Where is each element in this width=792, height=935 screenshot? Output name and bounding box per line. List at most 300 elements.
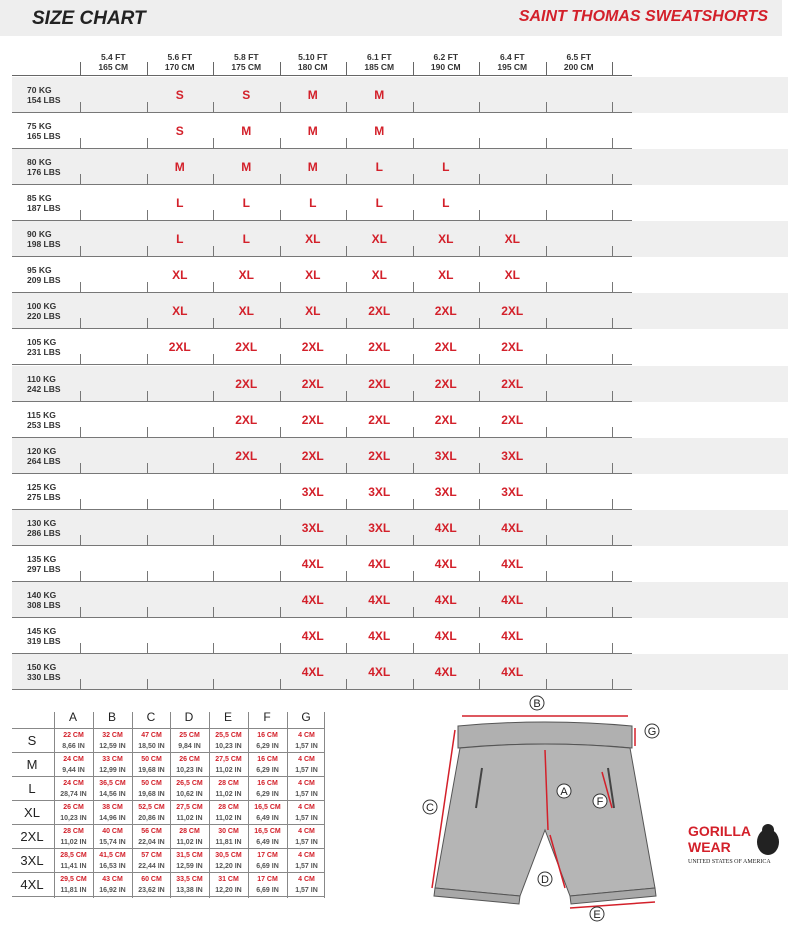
measure-cell	[170, 850, 209, 872]
row-tick	[280, 102, 281, 113]
size-row	[12, 402, 788, 438]
row-tick	[413, 499, 414, 510]
size-cell: 4XL	[301, 665, 324, 679]
size-cell: XL	[504, 232, 520, 246]
measure-hline	[12, 896, 324, 897]
measure-cm: 16,5 CM	[254, 804, 281, 811]
size-cell: 3XL	[301, 521, 324, 535]
weight-lbs: 275 LBS	[27, 492, 61, 502]
size-cell: XL	[238, 304, 254, 318]
size-cell: XL	[438, 268, 454, 282]
row-tick	[479, 391, 480, 402]
measure-cm: 22 CM	[63, 732, 84, 739]
weight-label	[27, 301, 61, 321]
measure-in: 1,57 IN	[295, 767, 318, 774]
measure-cell	[287, 802, 326, 824]
height-cm: 185 CM	[364, 62, 395, 72]
row-tick	[213, 463, 214, 474]
measure-size-label: 4XL	[20, 877, 44, 892]
measure-cm: 30,5 CM	[215, 852, 242, 859]
row-tick	[346, 246, 347, 257]
row-tick	[346, 643, 347, 654]
measure-cm: 30 CM	[218, 828, 239, 835]
row-tick	[213, 102, 214, 113]
row-tick	[280, 463, 281, 474]
row-tick	[346, 102, 347, 113]
measure-cell	[287, 826, 326, 848]
row-tick	[80, 463, 81, 474]
measure-in: 6,29 IN	[256, 791, 279, 798]
row-tick	[80, 499, 81, 510]
size-cell: XL	[438, 232, 454, 246]
measure-cell	[209, 874, 248, 896]
row-tick	[147, 427, 148, 438]
size-row	[12, 510, 788, 546]
row-tick	[147, 246, 148, 257]
weight-lbs: 154 LBS	[27, 95, 61, 105]
measure-in: 6,49 IN	[256, 815, 279, 822]
measure-cm: 27,5 CM	[215, 756, 242, 763]
weight-kg: 75 KG	[27, 121, 52, 131]
size-cell: 2XL	[434, 340, 457, 354]
measure-in: 22,44 IN	[138, 863, 165, 870]
size-cell: 4XL	[368, 665, 391, 679]
weight-label	[27, 662, 61, 682]
row-tick	[546, 499, 547, 510]
row-tick	[346, 138, 347, 149]
row-tick	[213, 138, 214, 149]
row-tick	[346, 174, 347, 185]
measure-cm: 28 CM	[63, 828, 84, 835]
row-tick	[413, 643, 414, 654]
row-tick	[413, 318, 414, 329]
weight-lbs: 187 LBS	[27, 203, 61, 213]
measure-cm: 17 CM	[257, 852, 278, 859]
measure-cm: 4 CM	[298, 852, 315, 859]
measure-cm: 28 CM	[218, 780, 239, 787]
header-tick	[546, 62, 547, 76]
measure-hline	[12, 848, 324, 849]
measure-size-label: XL	[24, 805, 40, 820]
measure-cm: 47 CM	[141, 732, 162, 739]
size-row	[12, 293, 788, 329]
size-cell: 2XL	[301, 449, 324, 463]
row-tick	[80, 354, 81, 365]
measure-cm: 38 CM	[102, 804, 123, 811]
row-tick	[346, 391, 347, 402]
measure-col-header: E	[223, 710, 232, 724]
row-tick	[612, 282, 613, 293]
height-ft: 5.6 FT	[167, 52, 193, 62]
size-row	[12, 366, 788, 402]
row-tick	[80, 607, 81, 618]
measure-cell	[54, 826, 93, 848]
row-tick	[413, 679, 414, 690]
size-cell: XL	[305, 232, 321, 246]
size-cell: M	[241, 160, 252, 174]
brand-line1: GORILLA	[688, 823, 751, 839]
weight-kg: 135 KG	[27, 554, 57, 564]
measure-cell	[54, 874, 93, 896]
measure-cm: 52,5 CM	[138, 804, 165, 811]
weight-label	[27, 121, 61, 141]
measure-in: 6,29 IN	[256, 743, 279, 750]
row-tick	[546, 354, 547, 365]
row-tick	[80, 427, 81, 438]
row-tick	[413, 246, 414, 257]
size-cell: S	[242, 88, 251, 102]
size-cell: 2XL	[368, 449, 391, 463]
size-cell: 2XL	[501, 377, 524, 391]
measure-hline	[12, 776, 324, 777]
measure-cell	[170, 754, 209, 776]
label-e: E	[593, 909, 601, 921]
size-cell: L	[375, 160, 383, 174]
row-tick	[346, 499, 347, 510]
measure-cell	[54, 802, 93, 824]
measure-cm: 17 CM	[257, 876, 278, 883]
size-row	[12, 149, 788, 185]
height-cm: 170 CM	[164, 62, 195, 72]
measure-cm: 16 CM	[257, 732, 278, 739]
weight-lbs: 176 LBS	[27, 167, 61, 177]
row-tick	[213, 318, 214, 329]
size-row	[12, 185, 788, 221]
weight-label	[27, 410, 61, 430]
size-cell: 2XL	[368, 413, 391, 427]
row-tick	[413, 607, 414, 618]
measure-cm: 16,5 CM	[254, 828, 281, 835]
row-tick	[546, 535, 547, 546]
weight-label	[27, 229, 61, 249]
size-cell: M	[374, 88, 385, 102]
size-cell: 4XL	[434, 557, 457, 571]
measure-hline	[12, 824, 324, 825]
size-row	[12, 77, 788, 113]
size-cell: 2XL	[235, 377, 258, 391]
measure-in: 1,57 IN	[295, 887, 318, 894]
weight-lbs: 242 LBS	[27, 384, 61, 394]
row-tick	[346, 282, 347, 293]
measure-cell	[248, 754, 287, 776]
row-tick	[147, 174, 148, 185]
size-cell: 4XL	[501, 665, 524, 679]
height-ft: 5.10 FT	[298, 52, 328, 62]
measure-cm: 36,5 CM	[99, 780, 126, 787]
size-cell: L	[375, 196, 383, 210]
weight-kg: 120 KG	[27, 446, 57, 456]
measure-in: 15,74 IN	[99, 839, 126, 846]
size-cell: 2XL	[434, 377, 457, 391]
weight-kg: 85 KG	[27, 193, 52, 203]
measure-hline	[12, 872, 324, 873]
row-divider	[12, 364, 632, 365]
header-tick	[479, 62, 480, 76]
row-tick	[280, 571, 281, 582]
measure-cell	[170, 730, 209, 752]
measure-cm: 24 CM	[63, 756, 84, 763]
weight-label	[27, 157, 61, 177]
size-cell: S	[175, 124, 184, 138]
row-tick	[147, 318, 148, 329]
size-cell: M	[174, 160, 185, 174]
row-tick	[612, 102, 613, 113]
measure-cm: 4 CM	[298, 732, 315, 739]
row-tick	[413, 102, 414, 113]
measure-in: 10,23 IN	[60, 815, 87, 822]
header-tick	[413, 62, 414, 76]
size-cell: XL	[371, 232, 387, 246]
row-tick	[213, 246, 214, 257]
size-cell: 2XL	[368, 340, 391, 354]
weight-kg: 125 KG	[27, 482, 57, 492]
measure-col-header: B	[107, 710, 116, 724]
measure-cell	[209, 850, 248, 872]
row-tick	[147, 354, 148, 365]
row-tick	[479, 535, 480, 546]
measure-cm: 56 CM	[141, 828, 162, 835]
row-tick	[479, 282, 480, 293]
row-tick	[546, 174, 547, 185]
measure-cm: 60 CM	[141, 876, 162, 883]
size-row	[12, 438, 788, 474]
row-tick	[280, 643, 281, 654]
measure-cm: 28 CM	[179, 828, 200, 835]
measure-hline	[12, 728, 324, 729]
measure-in: 11,02 IN	[215, 767, 242, 774]
measure-size-label: 3XL	[20, 853, 44, 868]
measure-cell	[287, 850, 326, 872]
weight-kg: 105 KG	[27, 337, 57, 347]
measure-cm: 16 CM	[257, 780, 278, 787]
measure-cell	[209, 754, 248, 776]
header-tick	[147, 62, 148, 76]
row-tick	[346, 210, 347, 221]
row-tick	[413, 282, 414, 293]
size-cell: 2XL	[168, 340, 191, 354]
weight-lbs: 253 LBS	[27, 420, 61, 430]
row-tick	[213, 354, 214, 365]
measure-in: 8,66 IN	[62, 743, 85, 750]
row-tick	[147, 102, 148, 113]
size-cell: XL	[172, 268, 188, 282]
row-tick	[479, 318, 480, 329]
row-tick	[213, 643, 214, 654]
size-cell: XL	[371, 268, 387, 282]
height-col-3	[280, 52, 347, 72]
row-tick	[413, 354, 414, 365]
measure-in: 6,29 IN	[256, 767, 279, 774]
measure-in: 13,38 IN	[176, 887, 203, 894]
row-tick	[479, 174, 480, 185]
weight-kg: 140 KG	[27, 590, 57, 600]
measure-in: 16,53 IN	[99, 863, 126, 870]
size-cell: 4XL	[434, 521, 457, 535]
measure-cm: 4 CM	[298, 876, 315, 883]
measure-cm: 29,5 CM	[60, 876, 87, 883]
row-tick	[413, 463, 414, 474]
row-tick	[546, 643, 547, 654]
measure-in: 11,41 IN	[60, 863, 87, 870]
row-tick	[280, 391, 281, 402]
measure-cm: 33,5 CM	[176, 876, 203, 883]
row-tick	[147, 535, 148, 546]
height-cm: 165 CM	[98, 62, 129, 72]
weight-label	[27, 337, 61, 357]
size-cell: 4XL	[301, 557, 324, 571]
row-tick	[612, 463, 613, 474]
row-tick	[80, 318, 81, 329]
size-row	[12, 654, 788, 690]
row-tick	[413, 391, 414, 402]
row-tick	[612, 535, 613, 546]
row-tick	[546, 391, 547, 402]
measure-cell	[209, 778, 248, 800]
size-cell: 4XL	[301, 629, 324, 643]
size-cell: 4XL	[301, 593, 324, 607]
size-cell: 2XL	[368, 377, 391, 391]
brand-line2: WEAR	[688, 839, 731, 855]
measure-cm: 4 CM	[298, 780, 315, 787]
gorilla-wear-logo	[686, 820, 786, 875]
size-cell: XL	[172, 304, 188, 318]
measure-cell	[170, 802, 209, 824]
measure-in: 22,04 IN	[138, 839, 165, 846]
weight-kg: 150 KG	[27, 662, 57, 672]
row-tick	[346, 427, 347, 438]
size-cell: 2XL	[235, 449, 258, 463]
size-cell: 4XL	[368, 593, 391, 607]
measure-cell	[132, 874, 171, 896]
row-tick	[346, 535, 347, 546]
weight-lbs: 220 LBS	[27, 311, 61, 321]
size-cell: S	[175, 88, 184, 102]
measure-col-header: A	[68, 710, 77, 724]
row-tick	[147, 679, 148, 690]
measure-cm: 26 CM	[179, 756, 200, 763]
size-cell: L	[242, 196, 250, 210]
weight-label	[27, 482, 61, 502]
height-ft: 5.8 FT	[233, 52, 259, 62]
measure-cm: 27,5 CM	[176, 804, 203, 811]
weight-lbs: 209 LBS	[27, 275, 61, 285]
row-tick	[546, 282, 547, 293]
measure-in: 11,02 IN	[215, 815, 242, 822]
row-tick	[80, 174, 81, 185]
height-ft: 6.4 FT	[499, 52, 525, 62]
measure-in: 10,23 IN	[215, 743, 242, 750]
weight-lbs: 286 LBS	[27, 528, 61, 538]
size-cell: L	[442, 160, 450, 174]
measure-in: 6,69 IN	[256, 863, 279, 870]
measure-in: 16,92 IN	[99, 887, 126, 894]
measure-cm: 41,5 CM	[99, 852, 126, 859]
height-col-1	[147, 52, 214, 72]
measure-size-label: 2XL	[20, 829, 44, 844]
row-tick	[479, 679, 480, 690]
row-tick	[346, 354, 347, 365]
measure-cm: 40 CM	[102, 828, 123, 835]
row-tick	[80, 210, 81, 221]
row-tick	[479, 354, 480, 365]
measure-cell	[170, 874, 209, 896]
row-tick	[80, 679, 81, 690]
measure-cm: 28 CM	[218, 804, 239, 811]
row-tick	[479, 571, 480, 582]
size-cell: 3XL	[368, 521, 391, 535]
row-tick	[346, 463, 347, 474]
row-tick	[213, 174, 214, 185]
measure-cell	[248, 850, 287, 872]
measure-cell	[209, 730, 248, 752]
measure-in: 12,59 IN	[99, 743, 126, 750]
size-cell: 2XL	[368, 304, 391, 318]
weight-lbs: 198 LBS	[27, 239, 61, 249]
size-cell: 4XL	[368, 629, 391, 643]
weight-kg: 70 KG	[27, 85, 52, 95]
height-cm: 200 CM	[563, 62, 594, 72]
measure-cell	[132, 802, 171, 824]
measure-cell	[248, 874, 287, 896]
row-tick	[612, 643, 613, 654]
row-tick	[479, 643, 480, 654]
size-cell: 3XL	[501, 449, 524, 463]
weight-label	[27, 554, 61, 574]
measure-cm: 4 CM	[298, 804, 315, 811]
weight-kg: 80 KG	[27, 157, 52, 167]
row-tick	[213, 535, 214, 546]
row-tick	[612, 138, 613, 149]
row-tick	[413, 174, 414, 185]
measure-in: 10,62 IN	[176, 791, 203, 798]
weight-lbs: 330 LBS	[27, 672, 61, 682]
measure-cm: 31 CM	[218, 876, 239, 883]
weight-label	[27, 374, 61, 394]
measure-cell	[170, 778, 209, 800]
row-tick	[612, 318, 613, 329]
weight-kg: 110 KG	[27, 374, 56, 384]
row-tick	[80, 282, 81, 293]
measure-cm: 4 CM	[298, 828, 315, 835]
size-cell: 4XL	[501, 593, 524, 607]
measure-hline	[12, 800, 324, 801]
measure-cell	[54, 850, 93, 872]
row-tick	[147, 571, 148, 582]
row-tick	[213, 391, 214, 402]
row-tick	[213, 427, 214, 438]
row-tick	[80, 246, 81, 257]
measure-cm: 43 CM	[102, 876, 123, 883]
size-cell: M	[307, 88, 318, 102]
size-cell: 4XL	[501, 557, 524, 571]
size-cell: 3XL	[301, 485, 324, 499]
row-tick	[413, 138, 414, 149]
row-tick	[147, 210, 148, 221]
measure-cell	[287, 778, 326, 800]
measure-in: 12,99 IN	[99, 767, 126, 774]
height-ft: 6.2 FT	[433, 52, 459, 62]
height-cm: 180 CM	[297, 62, 328, 72]
measure-cm: 57 CM	[141, 852, 162, 859]
measure-cell	[93, 826, 132, 848]
weight-label	[27, 85, 61, 105]
measure-cell	[132, 778, 171, 800]
measure-cm: 50 CM	[141, 780, 162, 787]
weight-label	[27, 265, 61, 285]
row-tick	[546, 463, 547, 474]
row-tick	[413, 427, 414, 438]
size-cell: 3XL	[368, 485, 391, 499]
